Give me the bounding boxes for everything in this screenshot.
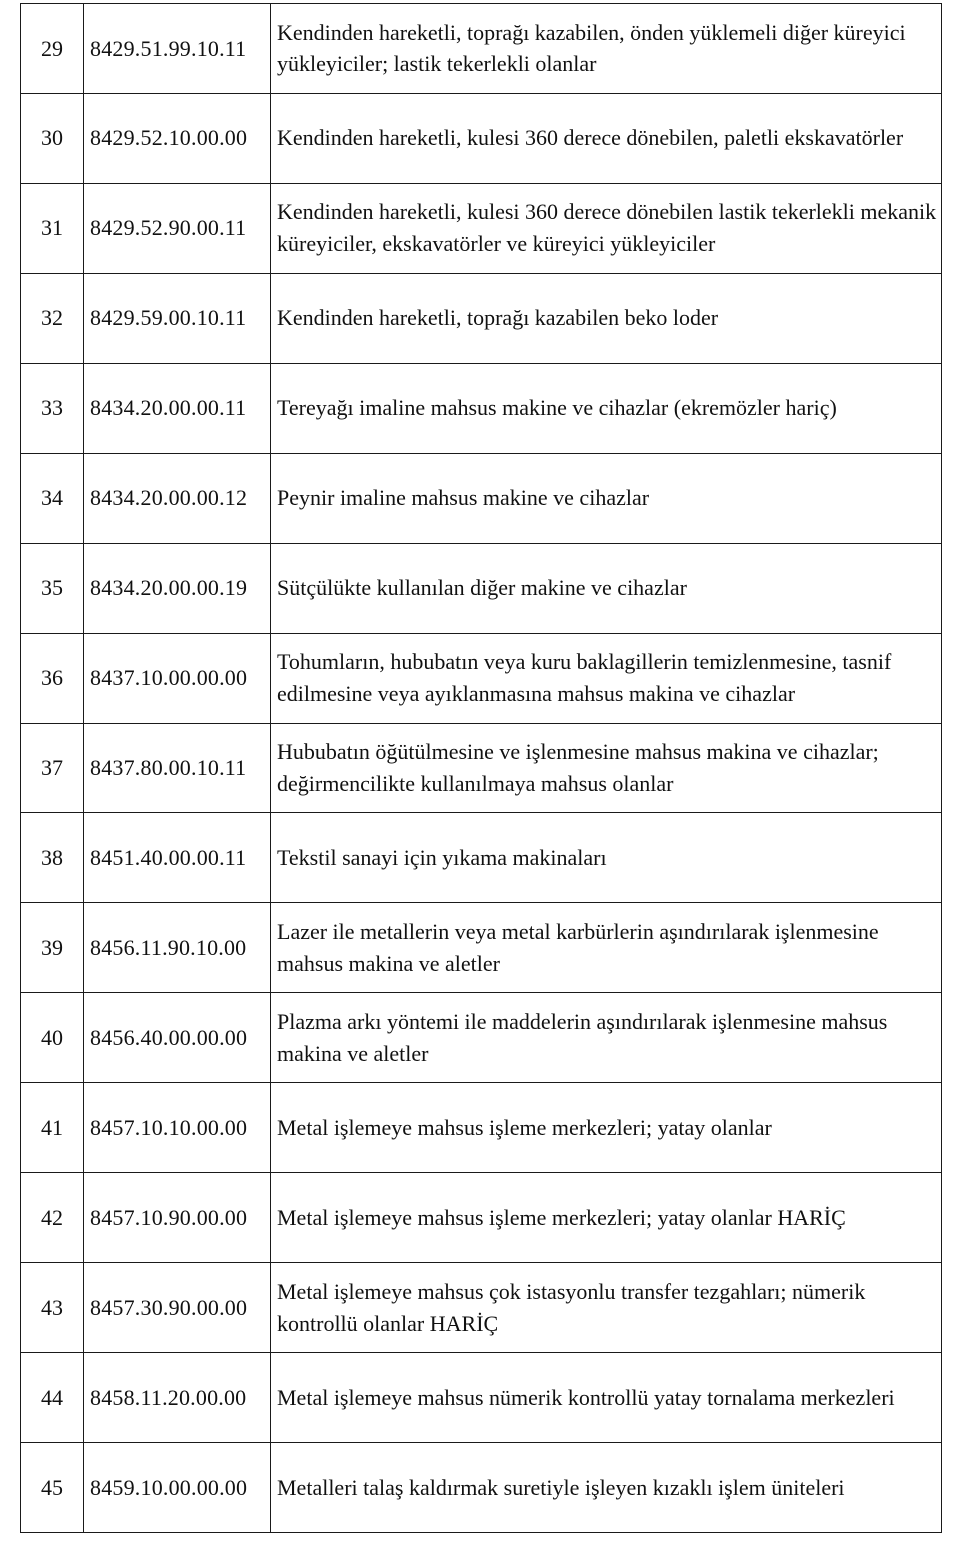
tariff-code-cell: 8456.11.90.10.00 (84, 903, 271, 993)
tariff-code-cell: 8434.20.00.00.12 (84, 453, 271, 543)
row-number-cell: 30 (21, 93, 84, 183)
tariff-table (20, 3, 942, 1533)
row-number-cell: 44 (21, 1353, 84, 1443)
row-number-cell: 37 (21, 723, 84, 813)
description-cell: Kendinden hareketli, toprağı kazabilen, önden yüklemeli diğer küreyici yükleyiciler; lastik tekerlekli olanlar (271, 4, 942, 94)
row-number-cell: 29 (21, 4, 84, 94)
description-cell: Metal işlemeye mahsus işleme merkezleri; yatay olanlar (271, 1083, 942, 1173)
table-row (21, 903, 942, 993)
tariff-code-cell: 8437.80.00.10.11 (84, 723, 271, 813)
row-number-cell: 36 (21, 633, 84, 723)
tariff-code-cell: 8434.20.00.00.19 (84, 543, 271, 633)
tariff-code-cell: 8429.52.90.00.11 (84, 183, 271, 273)
tariff-code-cell: 8456.40.00.00.00 (84, 993, 271, 1083)
tariff-table-body (21, 4, 942, 1533)
row-number-cell: 31 (21, 183, 84, 273)
tariff-code-cell: 8457.30.90.00.00 (84, 1263, 271, 1353)
table-row (21, 543, 942, 633)
row-number-cell: 34 (21, 453, 84, 543)
table-row (21, 183, 942, 273)
table-row (21, 453, 942, 543)
table-row (21, 1443, 942, 1533)
description-cell: Sütçülükte kullanılan diğer makine ve cihazlar (271, 543, 942, 633)
row-number-cell: 32 (21, 273, 84, 363)
table-row (21, 1173, 942, 1263)
tariff-code-cell: 8437.10.00.00.00 (84, 633, 271, 723)
row-number-cell: 39 (21, 903, 84, 993)
description-cell: Kendinden hareketli, kulesi 360 derece dönebilen lastik tekerlekli mekanik küreyiciler, ekskavatörler ve küreyici yükleyiciler (271, 183, 942, 273)
tariff-code-cell: 8457.10.10.00.00 (84, 1083, 271, 1173)
table-row (21, 993, 942, 1083)
table-row (21, 4, 942, 94)
table-row (21, 1083, 942, 1173)
table-row (21, 1263, 942, 1353)
description-cell: Metal işlemeye mahsus işleme merkezleri; yatay olanlar HARİÇ (271, 1173, 942, 1263)
tariff-code-cell: 8459.10.00.00.00 (84, 1443, 271, 1533)
row-number-cell: 42 (21, 1173, 84, 1263)
table-row (21, 723, 942, 813)
table-row (21, 93, 942, 183)
tariff-code-cell: 8457.10.90.00.00 (84, 1173, 271, 1263)
row-number-cell: 40 (21, 993, 84, 1083)
table-row (21, 1353, 942, 1443)
description-cell: Kendinden hareketli, kulesi 360 derece dönebilen, paletli ekskavatörler (271, 93, 942, 183)
description-cell: Metal işlemeye mahsus nümerik kontrollü yatay tornalama merkezleri (271, 1353, 942, 1443)
table-row (21, 363, 942, 453)
description-cell: Hububatın öğütülmesine ve işlenmesine mahsus makina ve cihazlar; değirmencilikte kullanılmaya mahsus olanlar (271, 723, 942, 813)
row-number-cell: 35 (21, 543, 84, 633)
table-row (21, 633, 942, 723)
table-row (21, 813, 942, 903)
tariff-code-cell: 8451.40.00.00.11 (84, 813, 271, 903)
row-number-cell: 38 (21, 813, 84, 903)
tariff-code-cell: 8429.51.99.10.11 (84, 4, 271, 94)
table-row (21, 273, 942, 363)
row-number-cell: 41 (21, 1083, 84, 1173)
description-cell: Metalleri talaş kaldırmak suretiyle işleyen kızaklı işlem üniteleri (271, 1443, 942, 1533)
description-cell: Lazer ile metallerin veya metal karbürlerin aşındırılarak işlenmesine mahsus makina ve aletler (271, 903, 942, 993)
row-number-cell: 43 (21, 1263, 84, 1353)
tariff-code-cell: 8434.20.00.00.11 (84, 363, 271, 453)
description-cell: Tereyağı imaline mahsus makine ve cihazlar (ekremözler hariç) (271, 363, 942, 453)
tariff-code-cell: 8429.52.10.00.00 (84, 93, 271, 183)
row-number-cell: 45 (21, 1443, 84, 1533)
description-cell: Metal işlemeye mahsus çok istasyonlu transfer tezgahları; nümerik kontrollü olanlar HARİÇ (271, 1263, 942, 1353)
description-cell: Tohumların, hububatın veya kuru baklagillerin temizlenmesine, tasnif edilmesine veya ayıklanmasına mahsus makina ve cihazlar (271, 633, 942, 723)
description-cell: Plazma arkı yöntemi ile maddelerin aşındırılarak işlenmesine mahsus makina ve aletler (271, 993, 942, 1083)
description-cell: Peynir imaline mahsus makine ve cihazlar (271, 453, 942, 543)
description-cell: Tekstil sanayi için yıkama makinaları (271, 813, 942, 903)
row-number-cell: 33 (21, 363, 84, 453)
tariff-code-cell: 8458.11.20.00.00 (84, 1353, 271, 1443)
description-cell: Kendinden hareketli, toprağı kazabilen beko loder (271, 273, 942, 363)
tariff-code-cell: 8429.59.00.10.11 (84, 273, 271, 363)
